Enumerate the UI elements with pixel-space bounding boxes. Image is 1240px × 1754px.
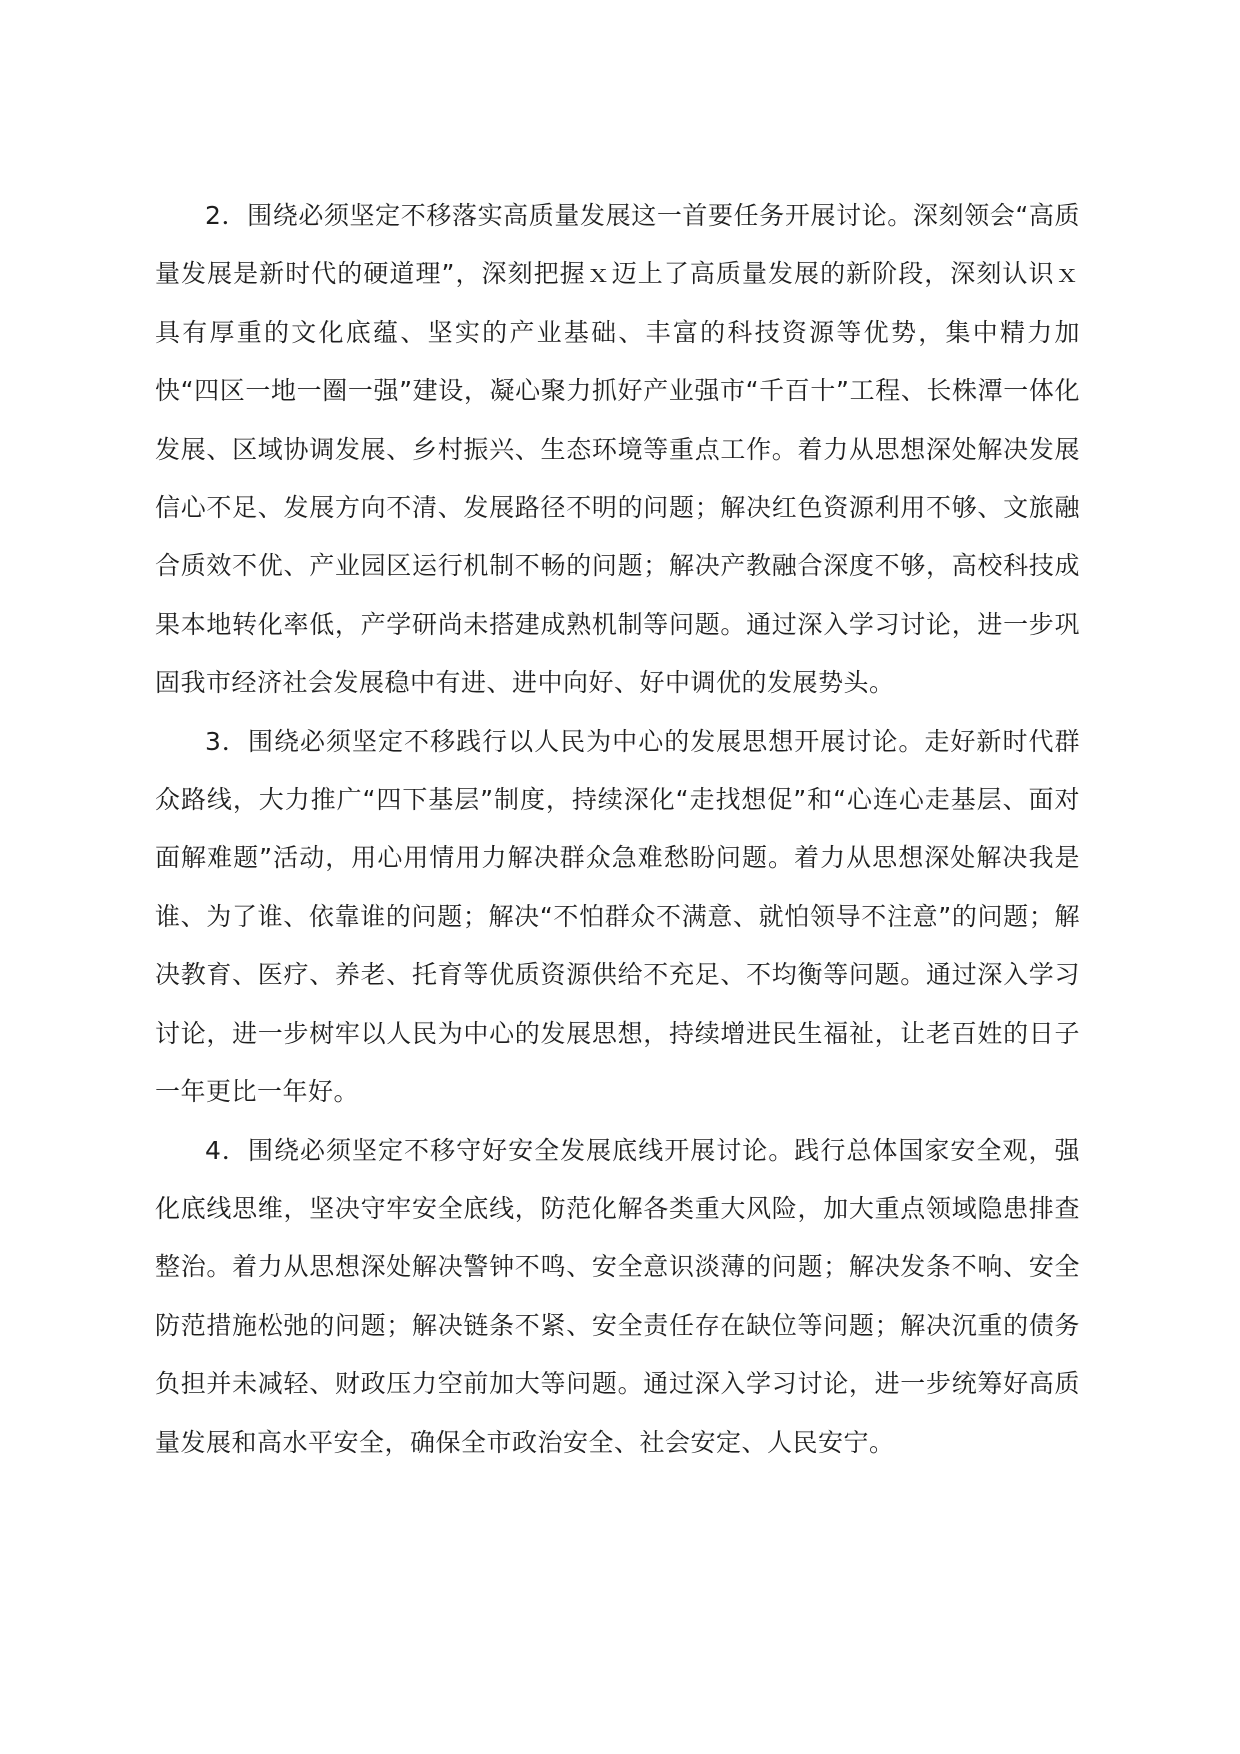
paragraph-item-4: 4．围绕必须坚定不移守好安全发展底线开展讨论。践行总体国家安全观，强化底线思维，坚决守牢安全底线，防范化解各类重大风险，加大重点领域隐患排查整治。着力从思想深处解决警钟不鸣、安全意识淡薄的问题；解决发条不响、安全防范措施松弛的问题；解决链条不紧、安全责任存在缺位等问题；解决沉重的债务负担并未减轻、财政压力空前加大等问题。通过深入学习讨论，进一步统筹好高质量发展和高水平安全，确保全市政治安全、社会安定、人民安宁。 [155,1135,1080,1457]
document-body [155,187,1080,1472]
paragraph-item-2: 2．围绕必须坚定不移落实高质量发展这一首要任务开展讨论。深刻领会“高质量发展是新时代的硬道理”，深刻把握ｘ迈上了高质量发展的新阶段，深刻认识ｘ具有厚重的文化底蕴、坚实的产业基础、丰富的科技资源等优势，集中精力加快“四区一地一圈一强”建设，凝心聚力抓好产业强市“千百十”工程、长株潭一体化发展、区域协调发展、乡村振兴、生态环境等重点工作。着力从思想深处解决发展信心不足、发展方向不清、发展路径不明的问题；解决红色资源利用不够、文旅融合质效不优、产业园区运行机制不畅的问题；解决产教融合深度不够，高校科技成果本地转化率低，产学研尚未搭建成熟机制等问题。通过深入学习讨论，进一步巩固我市经济社会发展稳中有进、进中向好、好中调优的发展势头。 [155,201,1080,698]
paragraph-item-3: 3．围绕必须坚定不移践行以人民为中心的发展思想开展讨论。走好新时代群众路线，大力推广“四下基层”制度，持续深化“走找想促”和“心连心走基层、面对面解难题”活动，用心用情用力解决群众急难愁盼问题。着力从思想深处解决我是谁、为了谁、依靠谁的问题；解决“不怕群众不满意、就怕领导不注意”的问题；解决教育、医疗、养老、托育等优质资源供给不充足、不均衡等问题。通过深入学习讨论，进一步树牢以人民为中心的发展思想，持续增进民生福祉，让老百姓的日子一年更比一年好。 [155,726,1080,1107]
